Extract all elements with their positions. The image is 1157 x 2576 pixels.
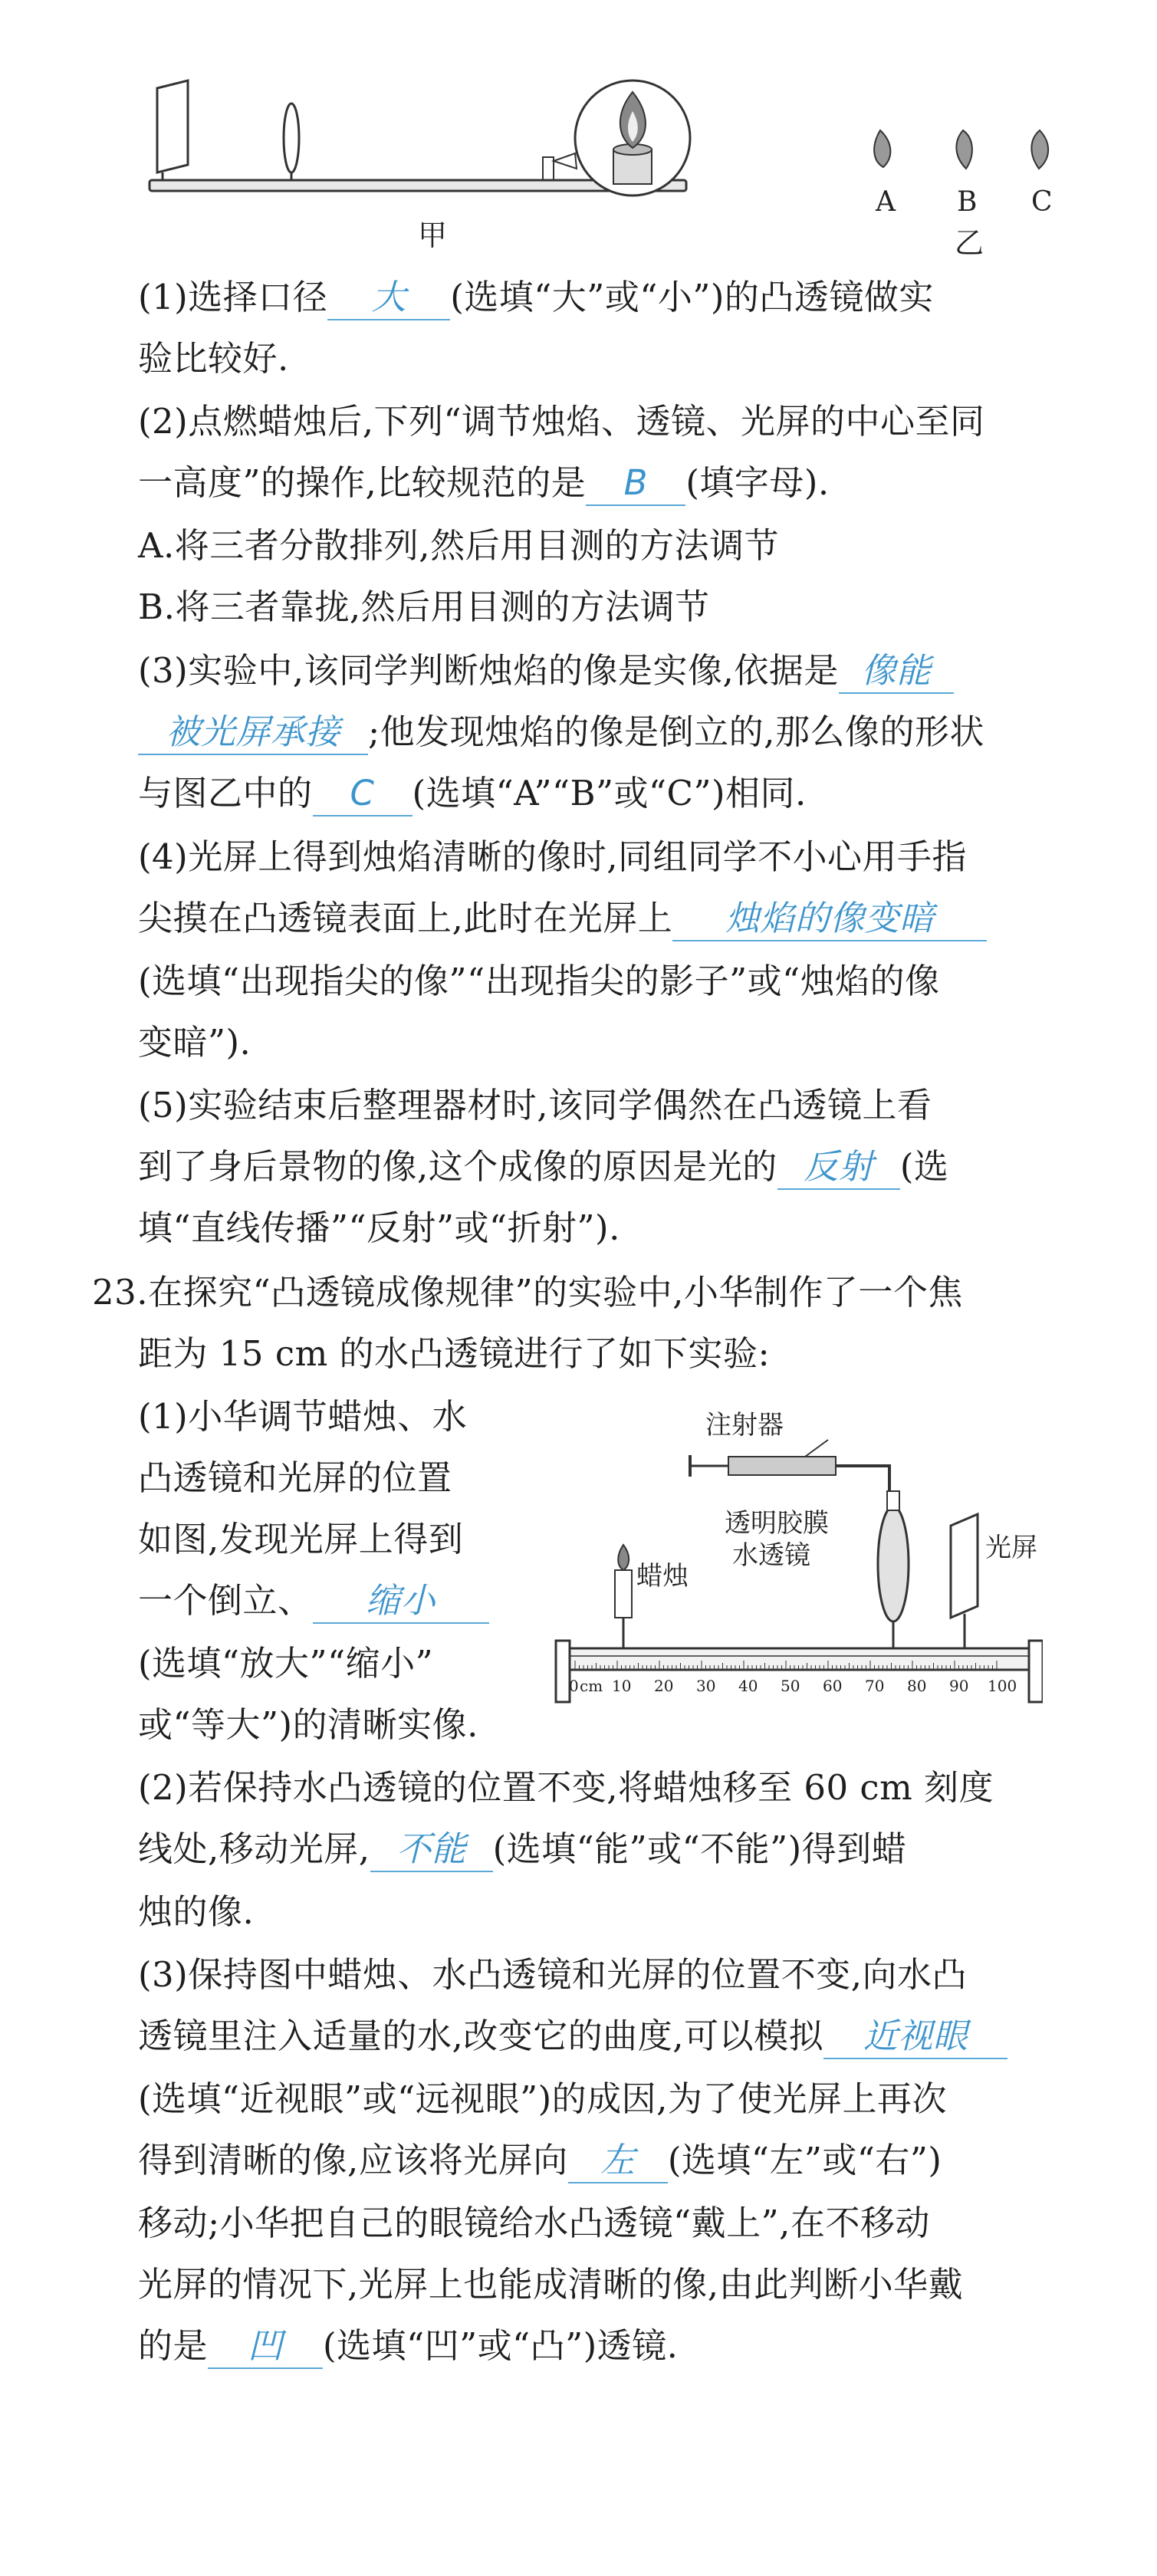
flame-b-icon <box>956 130 971 169</box>
q23-p2-text-b: 线处,移动光屏, <box>138 1829 370 1869</box>
figure-jia <box>146 65 698 253</box>
q22-p4-line2 <box>138 895 987 941</box>
q23-p1-text-f: 或“等大”)的清晰实像. <box>138 1704 478 1745</box>
jia-lens <box>284 104 299 172</box>
q22-p5-text-b: 到了身后景物的像,这个成像的原因是光的 <box>138 1146 777 1187</box>
q22-p3-answer-3: C <box>313 772 413 816</box>
q23-p1-line4 <box>138 1578 489 1624</box>
tick-label-30: 30 <box>696 1677 716 1695</box>
figure-jia-caption: 甲 <box>418 219 448 252</box>
q22-p3-line2 <box>138 709 984 755</box>
tick-label-unit: cm <box>580 1677 603 1695</box>
q22-p5-text-d: 填“直线传播”“反射”或“折射”). <box>138 1208 620 1248</box>
q22-p2-line2 <box>138 460 830 506</box>
q22-p5-line1 <box>138 1083 932 1129</box>
water-lens-icon <box>878 1506 909 1622</box>
q22-p3-text-a: (3)实验中,该同学判断烛焰的像是实像,依据是 <box>138 650 839 691</box>
figure-yi-caption: 乙 <box>955 226 984 260</box>
tick-label-40: 40 <box>738 1677 758 1695</box>
q22-p5-line3 <box>138 1205 620 1251</box>
q23-p3-line2 <box>138 2013 1007 2059</box>
q23-p2-text-d: 烛的像. <box>138 1891 255 1932</box>
q23-p3-line3 <box>138 2076 947 2122</box>
q23-p3-answer-3: 凹 <box>208 2325 323 2369</box>
q22-p2-line1 <box>138 399 985 445</box>
q22-p1-text-a: (1)选择口径 <box>138 277 328 317</box>
q23-p3-text-f: 移动;小华把自己的眼镜给水凸透镜“戴上”,在不移动 <box>138 2203 930 2243</box>
q23-p3-line6 <box>138 2262 963 2308</box>
q23-p3-text-g: 光屏的情况下,光屏上也能成清晰的像,由此判断小华戴 <box>138 2264 964 2305</box>
bench-rail <box>567 1648 1031 1670</box>
tick-label-20: 20 <box>654 1677 674 1695</box>
figure-bench <box>552 1403 1043 1710</box>
q22-p3-answer-2: 被光屏承接 <box>138 711 368 755</box>
q23-p1-line2 <box>138 1455 452 1501</box>
q23-p2-line1 <box>138 1765 994 1811</box>
q22-p3-line3 <box>138 770 807 816</box>
q23-p1-text-d: 一个倒立、 <box>138 1580 313 1621</box>
q23-p1-line6 <box>138 1702 478 1748</box>
q23-p3-text-e: (选填“左”或“右”) <box>667 2140 942 2180</box>
candle-flame-icon <box>618 1545 629 1570</box>
q23-p3-line4 <box>138 2137 942 2183</box>
tick-label-10: 10 <box>612 1677 632 1695</box>
q23-intro-line2 <box>138 1331 770 1377</box>
q22-p4-text-d: 变暗”). <box>138 1022 251 1063</box>
flame-a-icon <box>874 130 890 167</box>
q22-p5-line2 <box>138 1144 948 1190</box>
q22-p1-text-c: 验比较好. <box>138 338 289 379</box>
q23-p3-text-c: (选填“近视眼”或“远视眼”)的成因,为了使光屏上再次 <box>138 2078 947 2119</box>
tick-label-80: 80 <box>907 1677 927 1695</box>
screen-label: 光屏 <box>985 1533 1037 1563</box>
q22-p4-line3 <box>138 958 940 1004</box>
q23-p3-text-h: 的是 <box>138 2325 209 2366</box>
jia-screen <box>157 80 188 172</box>
q22-p2-text-b: 一高度”的操作,比较规范的是 <box>138 462 587 503</box>
candle-icon <box>615 1570 632 1618</box>
flame-label-c: C <box>1031 186 1053 218</box>
q23-p3-text-i: (选填“凹”或“凸”)透镜. <box>323 2325 679 2366</box>
q23-p3-line7 <box>138 2323 678 2369</box>
q22-p4-line1 <box>138 834 967 880</box>
q23-p1-line5 <box>138 1641 433 1687</box>
jia-candle <box>543 157 554 180</box>
q22-p3-answer-1: 像能 <box>839 649 954 694</box>
q22-p1-line2 <box>138 336 289 382</box>
tick-label-50: 50 <box>781 1677 800 1695</box>
q22-p3-line1 <box>138 648 954 694</box>
q23-intro-text-b: 距为 15 cm 的水凸透镜进行了如下实验: <box>138 1333 771 1374</box>
q23-p3-answer-2: 左 <box>568 2139 668 2183</box>
q23-intro-text-a: 23.在探究“凸透镜成像规律”的实验中,小华制作了一个焦 <box>92 1272 963 1313</box>
film-label: 透明胶膜 <box>725 1508 829 1539</box>
q22-p1-line1 <box>138 274 934 320</box>
q23-p3-text-d: 得到清晰的像,应该将光屏向 <box>138 2140 568 2180</box>
tick-label-100: 100 <box>988 1677 1017 1695</box>
tick-label-0: 0 <box>569 1677 579 1695</box>
syringe-label: 注射器 <box>705 1410 784 1441</box>
flame-label-b: B <box>957 186 978 218</box>
q23-p2-answer: 不能 <box>370 1828 493 1872</box>
q23-p1-answer: 缩小 <box>313 1579 489 1624</box>
q22-option-a <box>138 523 779 569</box>
flame-c-icon <box>1031 130 1048 169</box>
q22-p4-text-c: (选填“出现指尖的像”“出现指尖的影子”或“烛焰的像 <box>138 961 940 1001</box>
candle-label: 蜡烛 <box>636 1561 689 1592</box>
tick-label-60: 60 <box>823 1677 843 1695</box>
q22-p1-text-b: (选填“大”或“小”)的凸透镜做实 <box>450 277 934 317</box>
q22-p5-answer: 反射 <box>777 1145 900 1190</box>
q23-p3-answer-1: 近视眼 <box>823 2015 1007 2059</box>
q23-p2-text-a: (2)若保持水凸透镜的位置不变,将蜡烛移至 60 cm 刻度 <box>138 1767 994 1808</box>
q23-p1-text-b: 凸透镜和光屏的位置 <box>138 1457 452 1498</box>
q23-p1-text-e: (选填“放大”“缩小” <box>138 1643 434 1684</box>
q23-p1-text-c: 如图,发现光屏上得到 <box>138 1519 464 1559</box>
tick-label-90: 90 <box>949 1677 969 1695</box>
light-screen-icon <box>951 1514 978 1618</box>
q22-p2-text-a: (2)点燃蜡烛后,下列“调节烛焰、透镜、光屏的中心至同 <box>138 401 985 442</box>
q22-p5-text-c: (选 <box>899 1146 949 1187</box>
q23-p3-line1 <box>138 1952 967 1998</box>
q22-option-b <box>138 584 710 630</box>
q23-p1-text-a: (1)小华调节蜡烛、水 <box>138 1396 468 1437</box>
q22-p5-text-a: (5)实验结束后整理器材时,该同学偶然在凸透镜上看 <box>138 1085 932 1125</box>
q22-p4-text-a: (4)光屏上得到烛焰清晰的像时,同组同学不小心用手指 <box>138 836 968 877</box>
q22-option-a-text: A.将三者分散排列,然后用目测的方法调节 <box>138 525 780 566</box>
q22-p2-text-c: (填字母). <box>685 462 830 503</box>
q23-p3-line5 <box>138 2200 930 2246</box>
syringe-icon <box>728 1457 836 1475</box>
q23-p3-text-b: 透镜里注入适量的水,改变它的曲度,可以模拟 <box>138 2016 824 2056</box>
q22-p3-text-d: (选填“A”“B”或“C”)相同. <box>412 773 807 813</box>
q23-intro-line1 <box>92 1270 963 1316</box>
q22-p3-text-c: 与图乙中的 <box>138 773 313 813</box>
q23-p2-line3 <box>138 1889 254 1935</box>
tick-label-70: 70 <box>865 1677 885 1695</box>
q23-p1-line3 <box>138 1516 463 1562</box>
bench-tick-labels <box>569 1677 1017 1695</box>
q22-p1-answer: 大 <box>327 276 450 320</box>
flame-label-a: A <box>876 186 896 218</box>
figure-yi <box>859 115 1081 268</box>
q22-p4-line4 <box>138 1020 251 1066</box>
q22-option-b-text: B.将三者靠拢,然后用目测的方法调节 <box>138 586 710 627</box>
water-lens-label: 水透镜 <box>732 1540 810 1571</box>
q23-p2-line2 <box>138 1826 906 1872</box>
q23-p3-text-a: (3)保持图中蜡烛、水凸透镜和光屏的位置不变,向水凸 <box>138 1954 968 1995</box>
q22-p3-text-b: ;他发现烛焰的像是倒立的,那么像的形状 <box>368 711 984 752</box>
q22-p2-answer: B <box>586 462 685 506</box>
q22-p4-text-b: 尖摸在凸透镜表面上,此时在光屏上 <box>138 898 673 938</box>
q22-p4-answer: 烛焰的像变暗 <box>672 897 987 941</box>
q23-p1-line1 <box>138 1394 467 1440</box>
q23-p2-text-c: (选填“能”或“不能”)得到蜡 <box>492 1829 907 1869</box>
